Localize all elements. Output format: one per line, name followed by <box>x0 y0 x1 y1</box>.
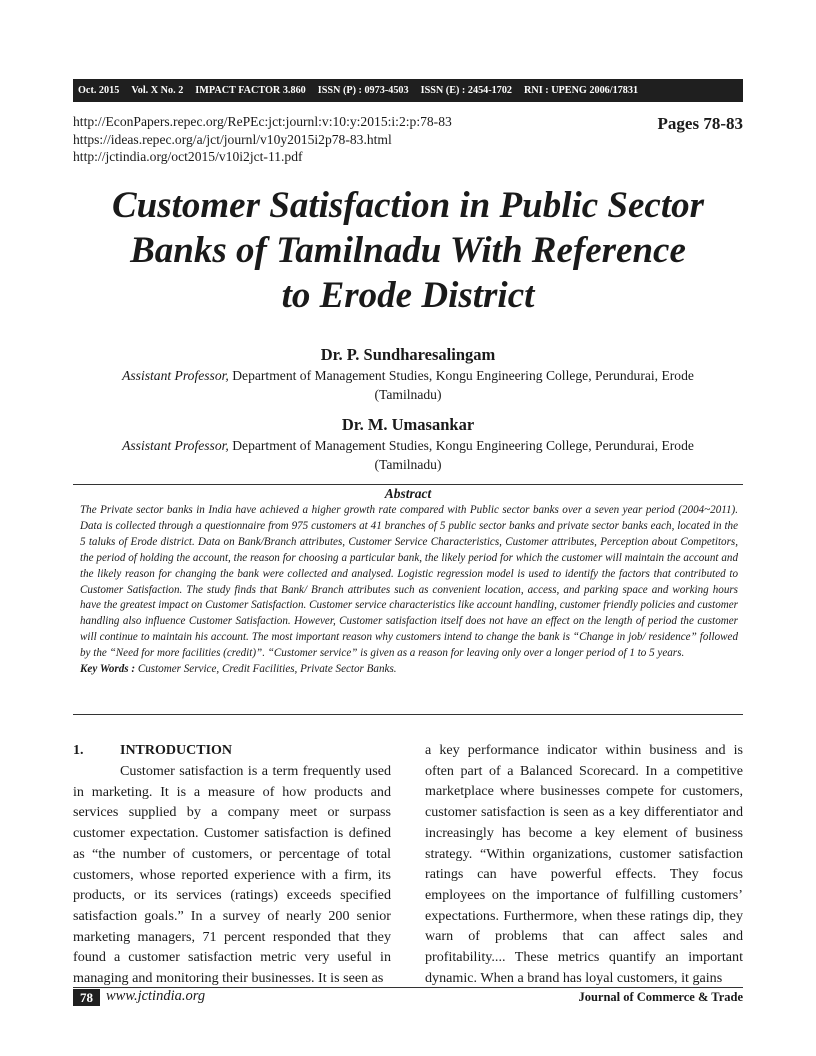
abstract-heading: Abstract <box>384 486 432 501</box>
body-column-right <box>425 740 743 988</box>
journal-header-bar <box>73 79 743 102</box>
abstract-rule-top <box>73 484 743 485</box>
keywords <box>80 662 738 678</box>
link-econpapers[interactable]: http://EconPapers.repec.org/RePEc:jct:journl:v:10:y:2015:i:2:p:78-83 <box>73 114 452 129</box>
header-impact-factor: IMPACT FACTOR 3.860 <box>195 85 306 96</box>
header-volume: Vol. X No. 2 <box>131 85 184 96</box>
header-date: Oct. 2015 <box>78 85 120 96</box>
page-range: Pages 78-83 <box>657 114 743 133</box>
author-affiliation <box>73 437 743 474</box>
link-pdf[interactable]: http://jctindia.org/oct2015/v10i2jct-11.pdf <box>73 149 303 164</box>
header-issn-electronic: ISSN (E) : 2454-1702 <box>420 85 513 96</box>
author-name: Dr. M. Umasankar <box>341 415 475 434</box>
header-rni: RNI : UPENG 2006/17831 <box>524 85 639 96</box>
author-affiliation-text: Department of Management Studies, Kongu Engineering College, Perundurai, Erode (Tamilnadu) <box>228 438 694 472</box>
abstract-text: The Private sector banks in India have achieved a higher growth rate compared with Public sector banks over a seven year period (2004~2011). Data is collected through a questionnaire from 975 customers at 41 branches of 5 public sector banks and private sector banks each, located in the 5 taluks of Erode district. Data on Bank/Branch attributes, Customer Service Characteristics, Customer attributes, Perception about Competitors, the period of holding the account, the reason for choosing a particular bank, the likely period for which the customer will maintain the account and the likely reason for changing the bank were collected and analysed. Logistic regression model is used to identify the factors that contributed to Customer Satisfaction. The study finds that Bank/ Branch attributes such as convenient location, access, and parking space and working hours have the greatest impact on Customer Satisfaction. Customer service characteristics like account handling, customer friendly policies and customer handling also influence Customer Satisfaction. However, Customer satisfaction itself does not have an effect on the length of period the customer will continue to maintain his account. The most important reason why customers intend to change the bank is “Change in job/ residence” followed by the “Need for more facilities (credit)”. “Customer service” is given as a reason for leaving only over a longer period of 1 to 5 years. <box>80 504 738 660</box>
body-column-left <box>73 740 391 989</box>
keywords-label: Key Words : <box>80 663 136 676</box>
section-title: INTRODUCTION <box>120 743 233 758</box>
author-name: Dr. P. Sundharesalingam <box>320 345 496 364</box>
author-affiliation <box>73 367 743 404</box>
author-block <box>73 345 743 404</box>
author-role: Assistant Professor, <box>122 368 229 383</box>
abstract-rule-bottom <box>73 714 743 715</box>
header-issn-print: ISSN (P) : 0973-4503 <box>317 85 409 96</box>
article-links <box>73 113 452 166</box>
footer-site[interactable]: www.jctindia.org <box>106 988 206 1004</box>
link-ideas-repec[interactable]: https://ideas.repec.org/a/jct/journl/v10y2015i2p78-83.html <box>73 131 392 147</box>
title-line: Banks of Tamilnadu With Reference <box>130 230 686 271</box>
title-line: to Erode District <box>281 275 535 316</box>
body-paragraph: a key performance indicator within business and is often part of a Balanced Scorecard. In a competitive marketplace where businesses compete for customers, customer satisfaction is seen as a key differentiator and increasingly has become a key element of business strategy. “Within organizations, customer satisfaction ratings can have powerful effects. They focus employees on the importance of fulfilling customers’ expectations. Furthermore, when these ratings dip, they warn of problems that can affect sales and profitability.... These metrics quantify an important dynamic. When a brand has loyal customers, it gains <box>425 742 743 986</box>
author-block <box>73 415 743 474</box>
keywords-text: Customer Service, Credit Facilities, Private Sector Banks. <box>135 663 397 676</box>
section-number: 1. <box>73 743 84 758</box>
author-affiliation-text: Department of Management Studies, Kongu Engineering College, Perundurai, Erode (Tamilnadu) <box>228 368 694 402</box>
paper-title <box>73 183 743 318</box>
abstract-body <box>80 503 738 678</box>
footer-journal: Journal of Commerce & Trade <box>578 990 743 1004</box>
body-paragraph: Customer satisfaction is a term frequently used in marketing. It is a measure of how products and services supplied by a company meet or surpass customer expectation. Customer satisfaction is defined as “the number of customers, or percentage of total customers, whose reported experience with a firm, its products, or its services (ratings) exceeds specified satisfaction goals.” In a survey of nearly 200 senior marketing managers, 71 percent responded that they found a customer satisfaction metric very useful in managing and monitoring their businesses. It is seen as <box>73 763 391 987</box>
section-heading <box>73 740 391 761</box>
title-line: Customer Satisfaction in Public Sector <box>111 185 705 226</box>
author-role: Assistant Professor, <box>122 438 229 453</box>
page-number: 78 <box>73 989 100 1006</box>
